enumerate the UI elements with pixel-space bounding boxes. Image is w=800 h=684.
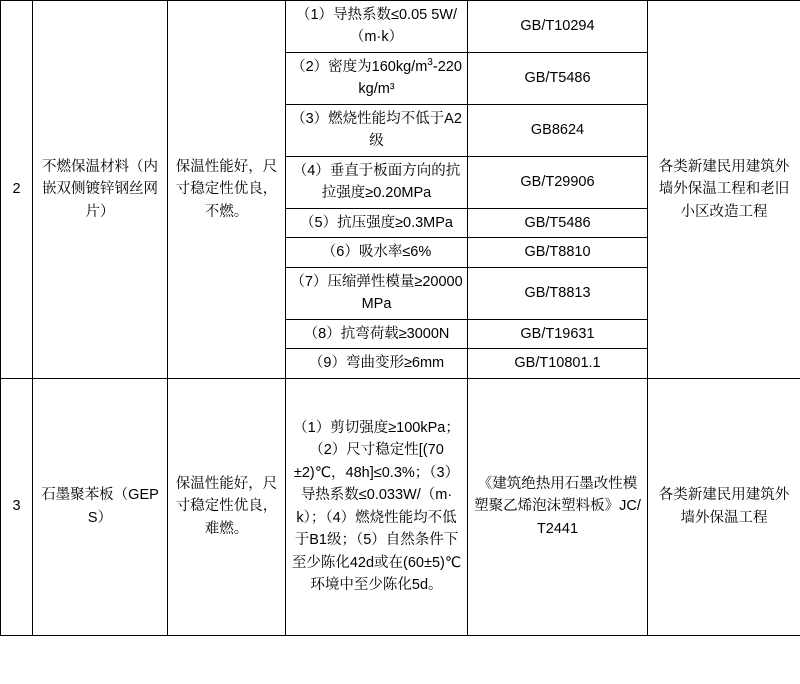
cell-application-scope: 各类新建民用建筑外墙外保温工程 — [648, 378, 800, 635]
cell-performance: 保温性能好，尺寸稳定性优良，不燃。 — [168, 1, 286, 379]
cell-technical-requirement: （9）弯曲变形≥6mm — [286, 349, 468, 378]
cell-standard: GB/T10294 — [468, 1, 648, 53]
cell-standard: GB/T5486 — [468, 52, 648, 104]
cell-index: 3 — [1, 378, 33, 635]
cell-technical-requirement — [286, 52, 468, 104]
tech-text-post: -220kg/m³ — [358, 58, 462, 98]
cell-material-name: 石墨聚苯板（GEPS） — [33, 378, 168, 635]
table-row — [1, 1, 800, 53]
cell-standard: GB/T8813 — [468, 267, 648, 319]
cell-material-name: 不燃保温材料（内嵌双侧镀锌钢丝网片） — [33, 1, 168, 379]
cell-technical-requirement: （1）剪切强度≥100kPa；（2）尺寸稳定性[(70±2)℃，48h]≤0.3%；（3）导热系数≤0.033W/（m·k）；（4）燃烧性能均不低于B1级；（5）自然条件下至少陈化42d或在(60±5)℃环境中至少陈化5d。 — [286, 378, 468, 635]
cell-standard: GB/T19631 — [468, 319, 648, 348]
cell-performance: 保温性能好，尺寸稳定性优良，难燃。 — [168, 378, 286, 635]
cell-technical-requirement: （1）导热系数≤0.05 5W/（m·k） — [286, 1, 468, 53]
cell-technical-requirement: （8）抗弯荷载≥3000N — [286, 319, 468, 348]
cell-standard: GB/T10801.1 — [468, 349, 648, 378]
table-row — [1, 378, 800, 635]
cell-standard: 《建筑绝热用石墨改性模塑聚乙烯泡沫塑料板》JC/T2441 — [468, 378, 648, 635]
cell-standard: GB/T8810 — [468, 238, 648, 267]
cell-standard: GB8624 — [468, 104, 648, 156]
cell-standard: GB/T29906 — [468, 156, 648, 208]
cell-technical-requirement: （7）压缩弹性模量≥20000MPa — [286, 267, 468, 319]
tech-superscript: 3 — [427, 57, 433, 69]
cell-technical-requirement: （4）垂直于板面方向的抗拉强度≥0.20MPa — [286, 156, 468, 208]
cell-technical-requirement: （6）吸水率≤6% — [286, 238, 468, 267]
cell-technical-requirement: （3）燃烧性能均不低于A2级 — [286, 104, 468, 156]
cell-index: 2 — [1, 1, 33, 379]
cell-standard: GB/T5486 — [468, 208, 648, 237]
cell-technical-requirement: （5）抗压强度≥0.3MPa — [286, 208, 468, 237]
tech-text-pre: （2）密度为160kg/m — [291, 58, 428, 75]
cell-application-scope: 各类新建民用建筑外墙外保温工程和老旧小区改造工程 — [648, 1, 800, 379]
